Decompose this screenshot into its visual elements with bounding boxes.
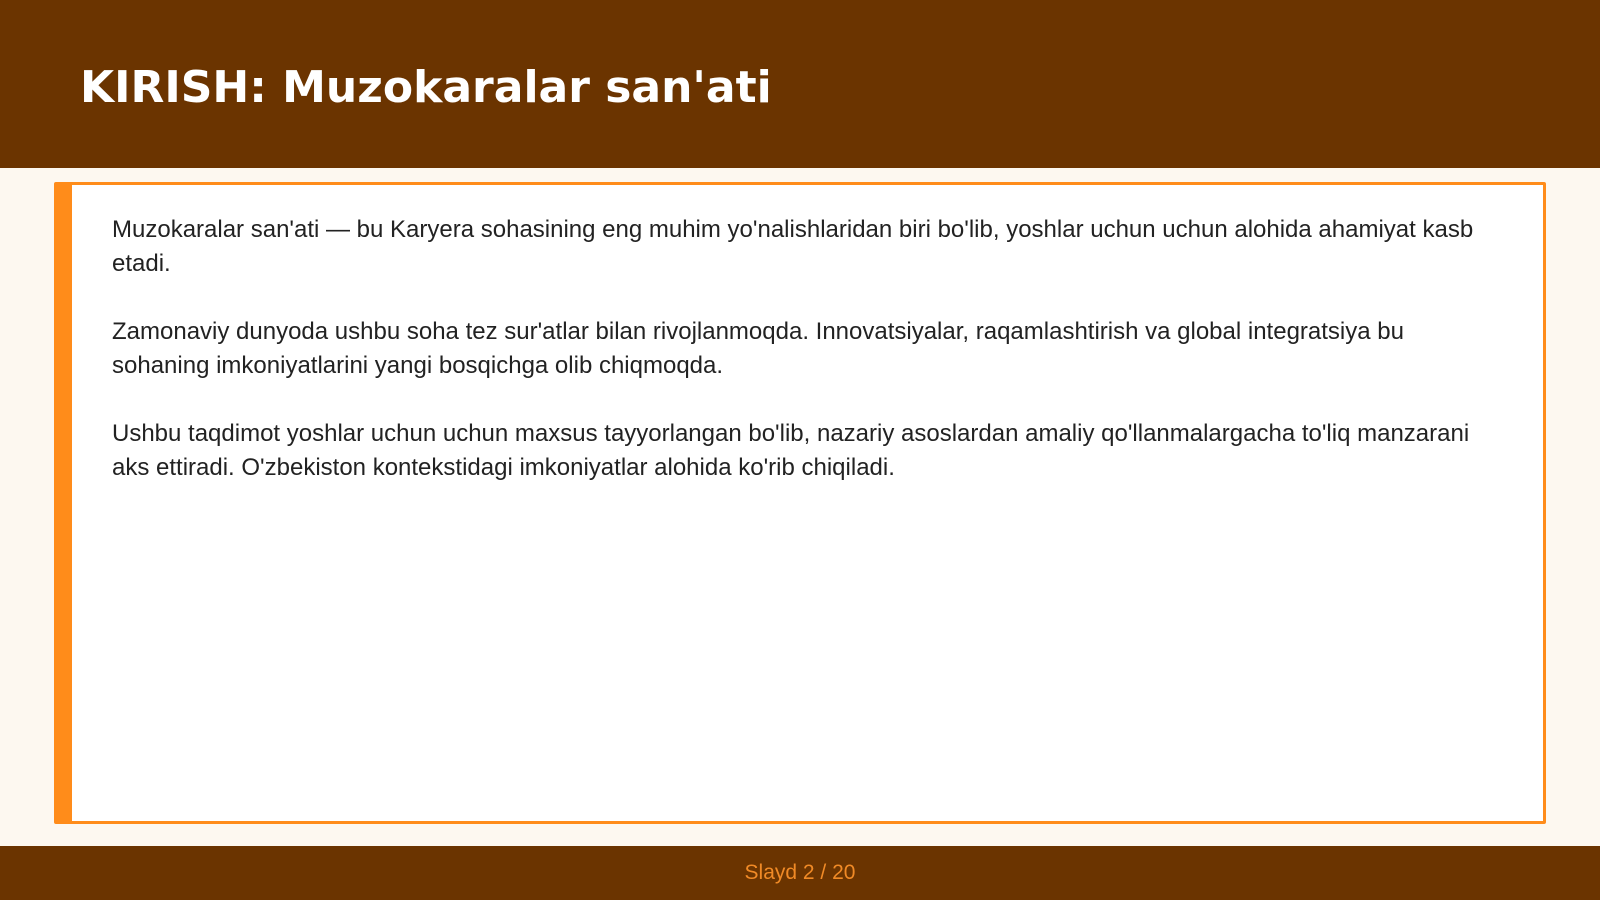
slide-counter: Slayd 2 / 20 bbox=[744, 861, 856, 884]
slide-footer bbox=[0, 846, 1600, 900]
intro-paragraph: Muzokaralar san'ati — bu Karyera sohasining eng muhim yo'nalishlaridan biri bo'lib, yoshlar uchun uchun alohida ahamiyat kasb etadi. bbox=[112, 216, 1474, 277]
presentation-overview-paragraph: Ushbu taqdimot yoshlar uchun uchun maxsus tayyorlangan bo'lib, nazariy asoslardan amaliy qo'llanmalargacha to'liq manzarani aks ettiradi. O'zbekiston kontekstidagi imkoniyatlar alohida ko'rib chiqiladi. bbox=[112, 420, 1470, 481]
slide-title: KIRISH: Muzokaralar san'ati bbox=[80, 62, 772, 113]
content-card bbox=[54, 182, 1546, 824]
slide-header bbox=[0, 0, 1600, 168]
content-text bbox=[112, 213, 1503, 519]
modern-world-paragraph: Zamonaviy dunyoda ushbu soha tez sur'atlar bilan rivojlanmoqda. Innovatsiyalar, raqamlashtirish va global integratsiya bu sohaning imkoniyatlarini yangi bosqichga olib chiqmoqda. bbox=[112, 318, 1404, 379]
